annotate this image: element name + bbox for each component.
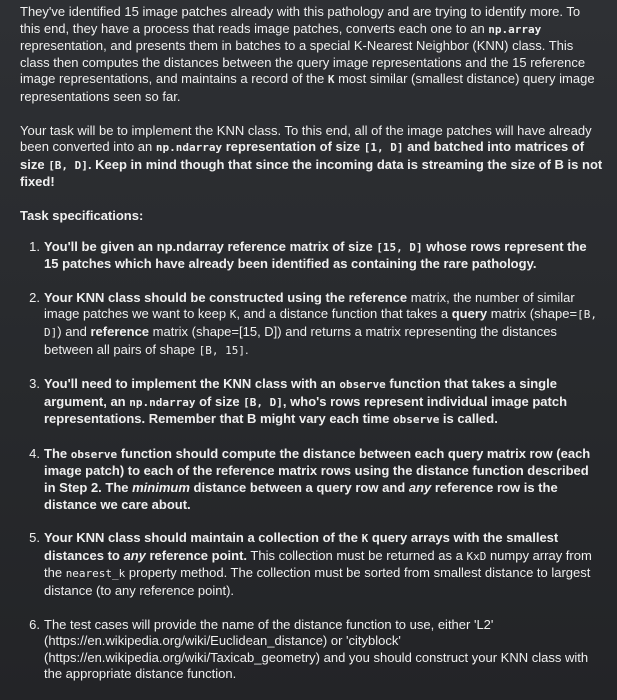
text-run: Your KNN class should be constructed using the reference: [44, 289, 408, 305]
spec-item-2: [20, 290, 603, 359]
task-text-4: . Keep in mind though that since the incoming data is streaming the size of B is not fixed!: [20, 156, 603, 190]
text-run: Your KNN class should maintain a collection of the: [44, 530, 362, 546]
text-run: , and a distance function that takes a: [236, 306, 452, 322]
inline-code: nearest_k: [65, 567, 126, 581]
task-text-3: and batched into matrices of size: [20, 139, 585, 172]
text-run: numpy array from the: [44, 547, 592, 581]
spec-item-5: [20, 530, 603, 599]
spec-item-number: 4.: [29, 445, 40, 461]
inline-code: np.ndarray: [129, 395, 196, 409]
text-run: This collection must be returned as a: [247, 547, 467, 563]
shape-1d-code: [1, D]: [363, 141, 404, 155]
inline-code: KxD: [466, 549, 487, 563]
text-run: You'll be given an np.ndarray reference matrix of size: [44, 238, 377, 254]
ndarray-code: np.ndarray: [155, 141, 223, 155]
spec-item-number: 6.: [29, 616, 40, 632]
spec-item-text: [44, 239, 603, 273]
spec-item-number: 3.: [29, 376, 40, 392]
text-run: You'll need to implement the KNN class with an: [44, 376, 340, 392]
np-array-code: np.array: [488, 22, 542, 36]
task-text-2: representation of size: [222, 139, 364, 155]
text-run: any: [408, 480, 432, 496]
task-paragraph: [20, 123, 603, 191]
spec-item-1: [20, 239, 603, 273]
text-run: The: [44, 445, 71, 461]
shape-bd-code: [B, D]: [48, 158, 88, 172]
intro-paragraph: [20, 4, 603, 106]
inline-code: [B, D]: [44, 308, 597, 339]
spec-item-number: 5.: [29, 530, 40, 546]
text-run: matrix, the number of similar image patches we want to keep: [44, 289, 575, 322]
intro-text-3: most similar (smallest distance) query image representations seen so far.: [20, 71, 595, 104]
task-specifications-heading: Task specifications:: [20, 207, 144, 223]
text-run: any: [123, 547, 146, 563]
inline-code: K: [229, 308, 237, 322]
text-run: minimum: [132, 480, 190, 496]
text-run: ) and: [57, 323, 91, 339]
k-code: K: [327, 73, 335, 87]
text-run: matrix (shape=: [487, 306, 578, 322]
text-run: query arrays with the smallest distances to: [44, 530, 559, 563]
text-run: reference: [90, 323, 150, 339]
task-text-1: Your task will be to implement the KNN class. To this end, all of the image patches will have already been converted into an: [20, 122, 592, 155]
text-run: matrix (shape=[15, D]) and returns a matrix representing the distances between all pairs of shape: [44, 323, 557, 357]
inline-code: [B, D]: [243, 395, 283, 409]
spec-item-text: [44, 290, 603, 359]
inline-code: observe: [70, 447, 118, 461]
inline-code: [B, 15]: [198, 343, 246, 357]
spec-item-text: [44, 446, 603, 513]
spec-item-text: [44, 617, 603, 683]
text-run: , who's rows represent individual image patch representations. Remember that B might vary each time: [44, 393, 568, 427]
task-specifications-list: [20, 239, 603, 683]
text-run: distance between a query row and: [189, 480, 409, 496]
spec-item-3: [20, 376, 603, 429]
spec-item-number: 2.: [29, 289, 40, 305]
text-run: reference point.: [145, 547, 248, 563]
text-run: reference row is the distance we care about.: [44, 480, 558, 512]
spec-item-text: [44, 530, 603, 599]
text-run: property method. The collection must be sorted from smallest distance to largest distance (to any reference point).: [44, 565, 591, 599]
text-run: .: [245, 341, 249, 357]
spec-item-number: 1.: [29, 238, 40, 254]
inline-code: observe: [339, 378, 386, 392]
text-run: query: [451, 306, 488, 322]
text-run: The test cases will provide the name of the distance function to use, either 'L2' (https://en.wikipedia.org/wiki/Euclidean_distance) or 'cityblock' (https://en.wikipedia.org/wiki/Taxicab_geometry) and you should construct your KNN class with the appropriate distance function.: [44, 616, 589, 682]
text-run: of size: [195, 393, 244, 409]
spec-item-text: [44, 376, 603, 429]
text-run: function should compute the distance between each query matrix row (each image patch) to each of the reference matrix rows using the distance function described in Step 2. The: [44, 445, 591, 496]
text-run: is called.: [439, 411, 498, 427]
inline-code: [15, D]: [376, 240, 423, 254]
inline-code: K: [361, 532, 369, 546]
intro-text-1: They've identified 15 image patches already with this pathology and are trying to identify more. To this end, they have a process that reads image patches, converts each one to an: [20, 4, 581, 36]
text-run: whose rows represent the 15 patches which have already been identified as containing the rare pathology.: [44, 238, 587, 272]
text-run: function that takes a single argument, an: [44, 376, 557, 409]
spec-item-6: [20, 617, 603, 683]
inline-code: observe: [392, 413, 440, 427]
intro-text-2: representation, and presents them in batches to a special K-Nearest Neighbor (KNN) class. This class then computes the distances between the query image representations and the 15 reference image representations, and maintains a record of the: [20, 38, 586, 87]
spec-item-4: [20, 446, 603, 513]
